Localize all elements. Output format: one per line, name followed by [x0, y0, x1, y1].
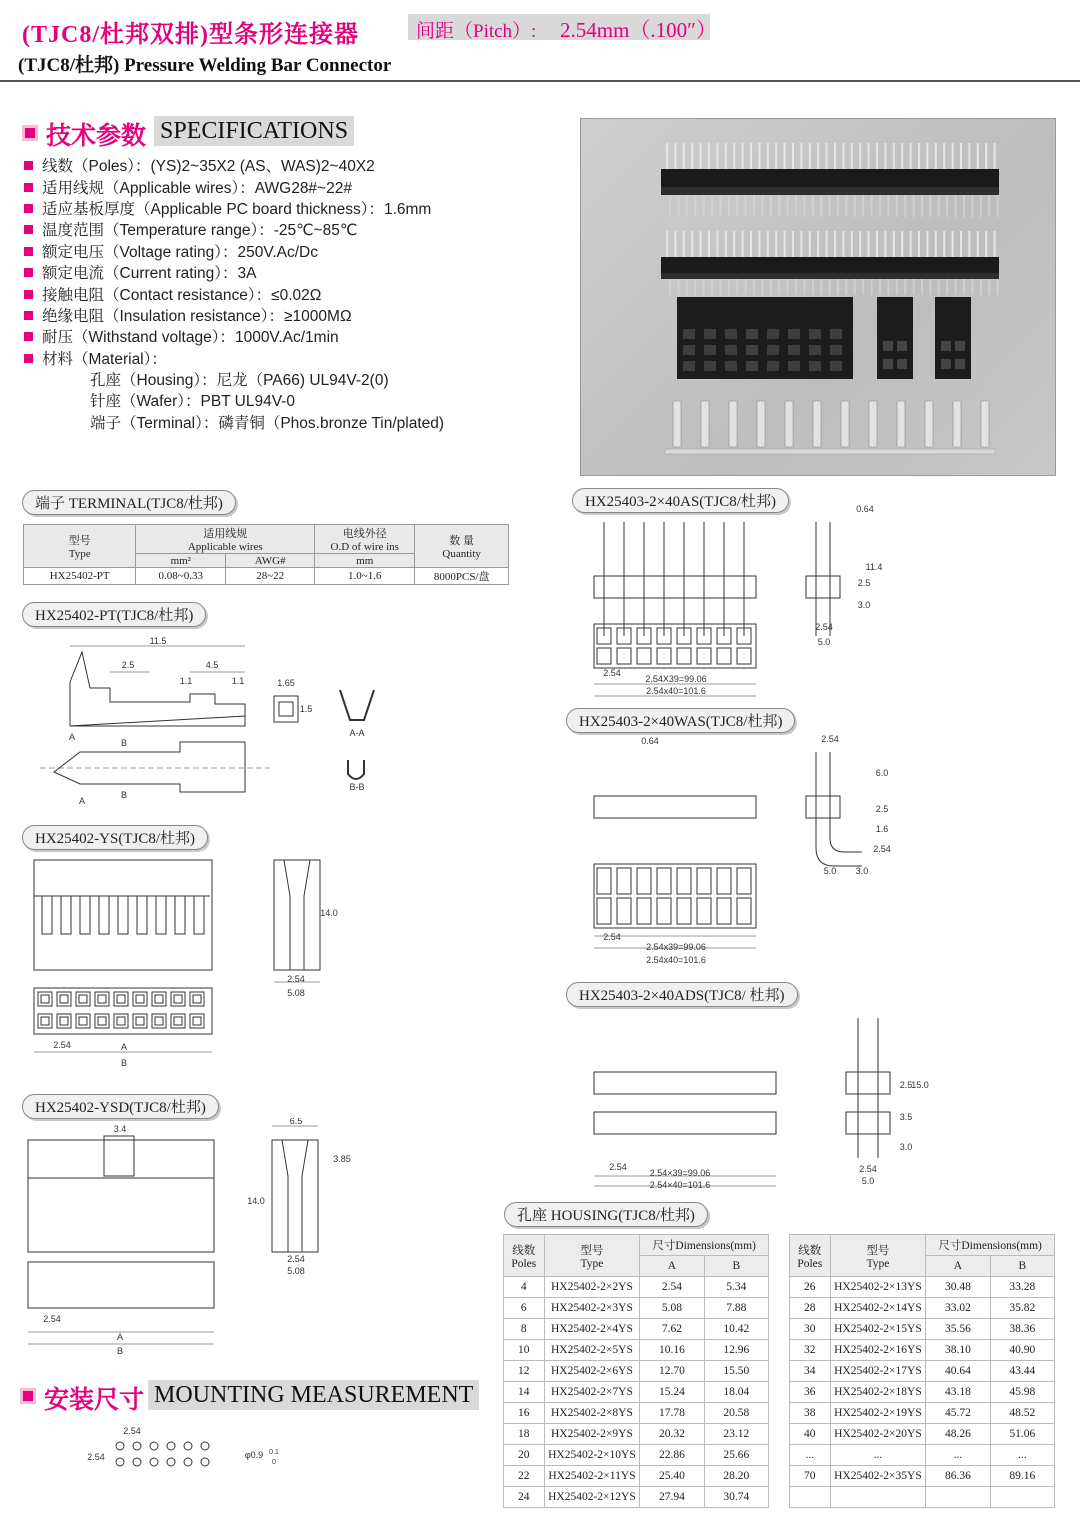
table-cell: HX25402-2×35YS: [830, 1466, 926, 1487]
bullet-icon: [24, 247, 33, 256]
header-cell: 型号 Type: [544, 1235, 640, 1277]
ysd-housing-drawing: [24, 1118, 364, 1363]
bullet-icon: [24, 268, 33, 277]
table-cell: HX25402-2×6YS: [544, 1361, 640, 1382]
table-cell: 33.02: [926, 1298, 990, 1319]
dim-label: 5.0: [823, 866, 837, 876]
spec-item: 适应基板厚度（Applicable PC board thickness）：1.6mm: [24, 197, 431, 219]
dim-label: 2.54: [873, 844, 891, 854]
bullet-icon: [24, 332, 33, 341]
specs-heading-en: SPECIFICATIONS: [154, 116, 354, 146]
table-cell: 15.24: [640, 1382, 704, 1403]
dim-label: 3.85: [333, 1154, 351, 1164]
table-cell: 43.18: [926, 1382, 990, 1403]
table-cell: 25.66: [704, 1445, 768, 1466]
dim-label: 3.0: [855, 866, 869, 876]
table-cell: 10: [504, 1340, 545, 1361]
table-cell: 12: [504, 1361, 545, 1382]
table-cell: 45.72: [926, 1403, 990, 1424]
housing-photo-small: [877, 297, 913, 379]
housing-photo: [677, 297, 853, 379]
table-cell: 12.70: [640, 1361, 704, 1382]
dim-label: 6.5: [289, 1118, 303, 1126]
dim-label: 2.54×39=99.06: [649, 1168, 711, 1178]
table-cell: 17.78: [640, 1403, 704, 1424]
dim-label: 2.5: [857, 578, 871, 588]
dim-label: 3.4: [113, 1124, 127, 1134]
dim-label: 2.54x40=101.6: [646, 955, 706, 965]
terminal-row: [673, 401, 989, 447]
dim-label: 1.65: [277, 678, 295, 688]
table-cell: 30.74: [704, 1487, 768, 1508]
header-cell: 尺寸Dimensions(mm): [926, 1235, 1055, 1256]
dim-label: B: [120, 738, 128, 748]
table-cell: 89.16: [990, 1466, 1054, 1487]
table-cell: HX25402-2×12YS: [544, 1487, 640, 1508]
dim-label: 2.54: [603, 932, 621, 942]
table-cell: 33.28: [990, 1277, 1054, 1298]
spec-item: 温度范围（Temperature range）：-25℃~85℃: [24, 218, 357, 240]
dim-label: 4.5: [205, 660, 219, 670]
table-cell: 48.52: [990, 1403, 1054, 1424]
table-cell: HX25402-2×19YS: [830, 1403, 926, 1424]
table-cell: [790, 1487, 831, 1508]
header-cell: 型号 Type: [24, 525, 136, 568]
header-cell: A: [926, 1256, 990, 1277]
pt-drawing-label: HX25402-PT(TJC8/杜邦): [22, 602, 206, 627]
was-drawing-label: HX25403-2×40WAS(TJC8/杜邦): [566, 708, 795, 733]
table-row: [504, 1466, 769, 1487]
table-row: [790, 1382, 1055, 1403]
terminal-table: [23, 524, 509, 585]
product-photo: [580, 118, 1056, 476]
dim-label: 6.0: [875, 768, 889, 778]
mounting-heading-cn: 安装尺寸: [44, 1386, 145, 1414]
section-marker-icon: [22, 125, 38, 141]
connector-photo-illustration: [581, 119, 1055, 475]
table-row: [504, 1424, 769, 1445]
pt-terminal-drawing: [40, 632, 400, 812]
terminal-label: 端子 TERMINAL(TJC8/杜邦): [22, 490, 236, 515]
table-row: [504, 1298, 769, 1319]
bullet-icon: [24, 311, 33, 320]
table-cell: HX25402-PT: [24, 568, 136, 585]
dim-label: 0.64: [856, 504, 874, 514]
table-cell: 28: [790, 1298, 831, 1319]
table-cell: 24: [504, 1487, 545, 1508]
dim-label: 2.54x39=99.06: [646, 942, 706, 952]
spec-item: 额定电压（Voltage rating）：250V.Ac/Dc: [24, 240, 318, 262]
table-cell: 40.90: [990, 1340, 1054, 1361]
table-cell: ...: [926, 1445, 990, 1466]
dim-label: 14.0: [247, 1196, 265, 1206]
table-cell: 28.20: [704, 1466, 768, 1487]
housing-table-left: [503, 1234, 769, 1508]
ys-drawing-label: HX25402-YS(TJC8/杜邦): [22, 825, 208, 850]
dim-label: 1.5: [299, 704, 313, 714]
header-cell: 尺寸Dimensions(mm): [640, 1235, 769, 1256]
dim-label: 2.54: [609, 1162, 627, 1172]
ads-drawing-label: HX25403-2×40ADS(TJC8/ 杜邦): [566, 982, 798, 1007]
table-row: [790, 1361, 1055, 1382]
table-cell: HX25402-2×10YS: [544, 1445, 640, 1466]
pitch-value: 2.54mm（.100″）: [560, 18, 717, 42]
as-header-drawing: [580, 500, 900, 705]
table-row: [504, 1340, 769, 1361]
table-cell: 8000PCS/盘: [415, 568, 509, 585]
table-cell: 12.96: [704, 1340, 768, 1361]
dim-label: 2.54: [603, 668, 621, 678]
dim-label: 5.0: [817, 637, 831, 647]
header-cell: 电线外径 O.D of wire ins: [315, 525, 415, 554]
dim-label: 5.0: [861, 1176, 875, 1186]
table-cell: 32: [790, 1340, 831, 1361]
dim-label: 1.6: [875, 824, 889, 834]
spec-item: 材料（Material）：: [24, 347, 167, 369]
table-cell: ...: [830, 1445, 926, 1466]
dim-label: A-A: [349, 728, 365, 738]
table-cell: HX25402-2×2YS: [544, 1277, 640, 1298]
table-cell: 0.08~0.33: [136, 568, 226, 585]
table-cell: 2.54: [640, 1277, 704, 1298]
table-cell: 15.50: [704, 1361, 768, 1382]
dim-label: 2.54: [821, 734, 839, 744]
bullet-icon: [24, 290, 33, 299]
table-cell: ...: [790, 1445, 831, 1466]
dim-label: A: [116, 1332, 124, 1342]
table-row: [504, 1445, 769, 1466]
table-row: [790, 1466, 1055, 1487]
table-cell: ...: [990, 1445, 1054, 1466]
table-cell: HX25402-2×7YS: [544, 1382, 640, 1403]
page-title-cn: (TJC8/杜邦双排)型条形连接器: [22, 22, 359, 48]
header-cell: 线数 Poles: [790, 1235, 831, 1277]
specs-heading-cn: 技术参数: [46, 122, 147, 150]
table-cell: 5.34: [704, 1277, 768, 1298]
dim-label: 14.0: [320, 908, 338, 918]
dim-label: A: [78, 796, 86, 806]
table-row: [790, 1319, 1055, 1340]
table-cell: 10.42: [704, 1319, 768, 1340]
table-cell: HX25402-2×17YS: [830, 1361, 926, 1382]
table-row: [790, 1298, 1055, 1319]
ads-header-drawing: [580, 1008, 940, 1193]
table-cell: 25.40: [640, 1466, 704, 1487]
table-cell: 18: [504, 1424, 545, 1445]
table-row: [504, 1319, 769, 1340]
table-cell: 40.64: [926, 1361, 990, 1382]
terminal-carrier-strip: [665, 449, 995, 454]
was-header-drawing: [580, 730, 900, 970]
table-row: [504, 1277, 769, 1298]
dim-label: 1.1: [231, 676, 245, 686]
table-cell: 6: [504, 1298, 545, 1319]
table-cell: HX25402-2×20YS: [830, 1424, 926, 1445]
table-cell: 20: [504, 1445, 545, 1466]
dim-label: 2.5: [121, 660, 135, 670]
table-cell: HX25402-2×16YS: [830, 1340, 926, 1361]
dim-label: B-B: [349, 782, 365, 792]
dim-label: 11.5: [149, 636, 167, 646]
table-cell: 18.04: [704, 1382, 768, 1403]
bullet-icon: [24, 354, 33, 363]
ysd-drawing-label: HX25402-YSD(TJC8/杜邦): [22, 1094, 219, 1119]
spec-item: 额定电流（Current rating）：3A: [24, 261, 256, 283]
dim-label: 0.1: [269, 1449, 279, 1456]
header-cell: B: [704, 1256, 768, 1277]
housing-label: 孔座 HOUSING(TJC8/杜邦): [504, 1202, 708, 1227]
dim-label: 1.1: [179, 676, 193, 686]
table-cell: 38.36: [990, 1319, 1054, 1340]
spec-item: 接触电阻（Contact resistance）：≤0.02Ω: [24, 283, 321, 305]
table-cell: 28~22: [226, 568, 315, 585]
dim-label: 15.0: [911, 1080, 929, 1090]
table-cell: 35.82: [990, 1298, 1054, 1319]
table-cell: [990, 1487, 1054, 1508]
table-cell: [926, 1487, 990, 1508]
dim-label: 2.54: [43, 1314, 61, 1324]
as-drawing-label: HX25403-2×40AS(TJC8/杜邦): [572, 488, 789, 513]
header-cell: A: [640, 1256, 704, 1277]
dim-label: 11.4: [865, 562, 883, 572]
table-cell: 4: [504, 1277, 545, 1298]
table-cell: HX25402-2×13YS: [830, 1277, 926, 1298]
table-cell: 20.58: [704, 1403, 768, 1424]
table-cell: 43.44: [990, 1361, 1054, 1382]
bullet-icon: [24, 204, 33, 213]
header-cell: 线数 Poles: [504, 1235, 545, 1277]
dim-label: 2.54: [123, 1426, 141, 1436]
pin-header-photo: [661, 257, 999, 279]
table-cell: HX25402-2×18YS: [830, 1382, 926, 1403]
table-cell: 30: [790, 1319, 831, 1340]
material-item: 端子（Terminal）：磷青铜（Phos.bronze Tin/plated): [90, 415, 445, 432]
table-cell: 70: [790, 1466, 831, 1487]
spec-item: 适用线规（Applicable wires）：AWG28#~22#: [24, 176, 352, 198]
pitch-banner: [408, 14, 717, 42]
header-cell: B: [990, 1256, 1054, 1277]
dim-label: 2.5: [875, 804, 889, 814]
table-cell: 7.62: [640, 1319, 704, 1340]
pitch-label: 间距（Pitch）:: [416, 21, 537, 42]
dim-label: B: [120, 1058, 128, 1068]
header-cell: mm²: [136, 554, 226, 568]
header-cell: 型号 Type: [830, 1235, 926, 1277]
table-cell: 35.56: [926, 1319, 990, 1340]
table-cell: 14: [504, 1382, 545, 1403]
table-row: [504, 1487, 769, 1508]
dim-label: 2.54x40=101.6: [646, 686, 706, 696]
table-cell: 38.10: [926, 1340, 990, 1361]
table-cell: 45.98: [990, 1382, 1054, 1403]
pin-header-photo: [661, 169, 999, 195]
table-cell: HX25402-2×9YS: [544, 1424, 640, 1445]
table-cell: HX25402-2×15YS: [830, 1319, 926, 1340]
table-cell: 48.26: [926, 1424, 990, 1445]
table-cell: 16: [504, 1403, 545, 1424]
header-cell: AWG#: [226, 554, 315, 568]
table-cell: 8: [504, 1319, 545, 1340]
dim-label: A: [68, 732, 76, 742]
header-cell: 数 量 Quantity: [415, 525, 509, 568]
bullet-icon: [24, 161, 33, 170]
table-cell: HX25402-2×3YS: [544, 1298, 640, 1319]
dim-label: 0: [272, 1459, 276, 1466]
table-cell: 30.48: [926, 1277, 990, 1298]
table-row: [790, 1487, 1055, 1508]
table-cell: 51.06: [990, 1424, 1054, 1445]
dim-label: 2.54×40=101.6: [649, 1180, 711, 1190]
table-cell: 20.32: [640, 1424, 704, 1445]
dim-label: 5.08: [287, 988, 305, 998]
table-cell: 34: [790, 1361, 831, 1382]
table-cell: 22.86: [640, 1445, 704, 1466]
housing-table-right: [789, 1234, 1055, 1508]
dim-label: B: [116, 1346, 124, 1356]
material-item: 孔座（Housing）：尼龙（PA66) UL94V-2(0): [90, 372, 389, 389]
section-marker-icon: [20, 1388, 36, 1404]
table-cell: 38: [790, 1403, 831, 1424]
table-row: [24, 568, 509, 585]
dim-label: 5.08: [287, 1266, 305, 1276]
table-row: [790, 1277, 1055, 1298]
header-cell: mm: [315, 554, 415, 568]
dim-label: 2.54: [53, 1040, 71, 1050]
dim-label: 3.0: [899, 1142, 913, 1152]
table-cell: HX25402-2×11YS: [544, 1466, 640, 1487]
dim-label: φ0.9: [244, 1450, 264, 1460]
spec-item: 线数（Poles）：(YS)2~35X2 (AS、WAS)2~40X2: [24, 154, 375, 176]
table-row: [790, 1403, 1055, 1424]
dim-label: 2.54: [859, 1164, 877, 1174]
dim-label: 2.54X39=99.06: [645, 674, 707, 684]
table-cell: 86.36: [926, 1466, 990, 1487]
dim-label: B: [120, 790, 128, 800]
spec-item: 耐压（Withstand voltage）：1000V.Ac/1min: [24, 325, 339, 347]
table-row: [504, 1361, 769, 1382]
dim-label: 2.54: [287, 974, 305, 984]
table-cell: HX25402-2×8YS: [544, 1403, 640, 1424]
table-cell: 22: [504, 1466, 545, 1487]
mounting-heading-en: MOUNTING MEASUREMENT: [148, 1380, 479, 1410]
bullet-icon: [24, 225, 33, 234]
dim-label: 2.54: [815, 622, 833, 632]
bullet-icon: [24, 183, 33, 192]
mounting-hole-pattern: [84, 1420, 324, 1490]
dim-label: 2.54: [87, 1452, 105, 1462]
dim-label: 2.5: [899, 1080, 913, 1090]
table-row: [790, 1340, 1055, 1361]
table-row: [790, 1445, 1055, 1466]
housing-photo-small: [935, 297, 971, 379]
dim-label: 3.5: [899, 1112, 913, 1122]
table-cell: [830, 1487, 926, 1508]
table-cell: 5.08: [640, 1298, 704, 1319]
table-cell: HX25402-2×4YS: [544, 1319, 640, 1340]
table-cell: 36: [790, 1382, 831, 1403]
spec-item: 绝缘电阻（Insulation resistance）：≥1000MΩ: [24, 304, 352, 326]
page-title-en: (TJC8/杜邦) Pressure Welding Bar Connector: [18, 55, 392, 76]
dim-label: 0.64: [641, 736, 659, 746]
table-cell: 23.12: [704, 1424, 768, 1445]
dim-label: 3.0: [857, 600, 871, 610]
dim-label: A: [120, 1042, 128, 1052]
table-cell: 27.94: [640, 1487, 704, 1508]
table-cell: 10.16: [640, 1340, 704, 1361]
ys-housing-drawing: [24, 856, 364, 1071]
table-row: [790, 1424, 1055, 1445]
table-cell: 1.0~1.6: [315, 568, 415, 585]
dim-label: 2.54: [287, 1254, 305, 1264]
table-cell: 40: [790, 1424, 831, 1445]
table-cell: HX25402-2×5YS: [544, 1340, 640, 1361]
header-cell: 适用线规 Applicable wires: [136, 525, 315, 554]
material-item: 针座（Wafer）：PBT UL94V-0: [90, 393, 296, 410]
table-cell: 7.88: [704, 1298, 768, 1319]
header-divider: [0, 80, 1080, 82]
table-cell: HX25402-2×14YS: [830, 1298, 926, 1319]
table-row: [504, 1403, 769, 1424]
table-cell: 26: [790, 1277, 831, 1298]
table-row: [504, 1382, 769, 1403]
